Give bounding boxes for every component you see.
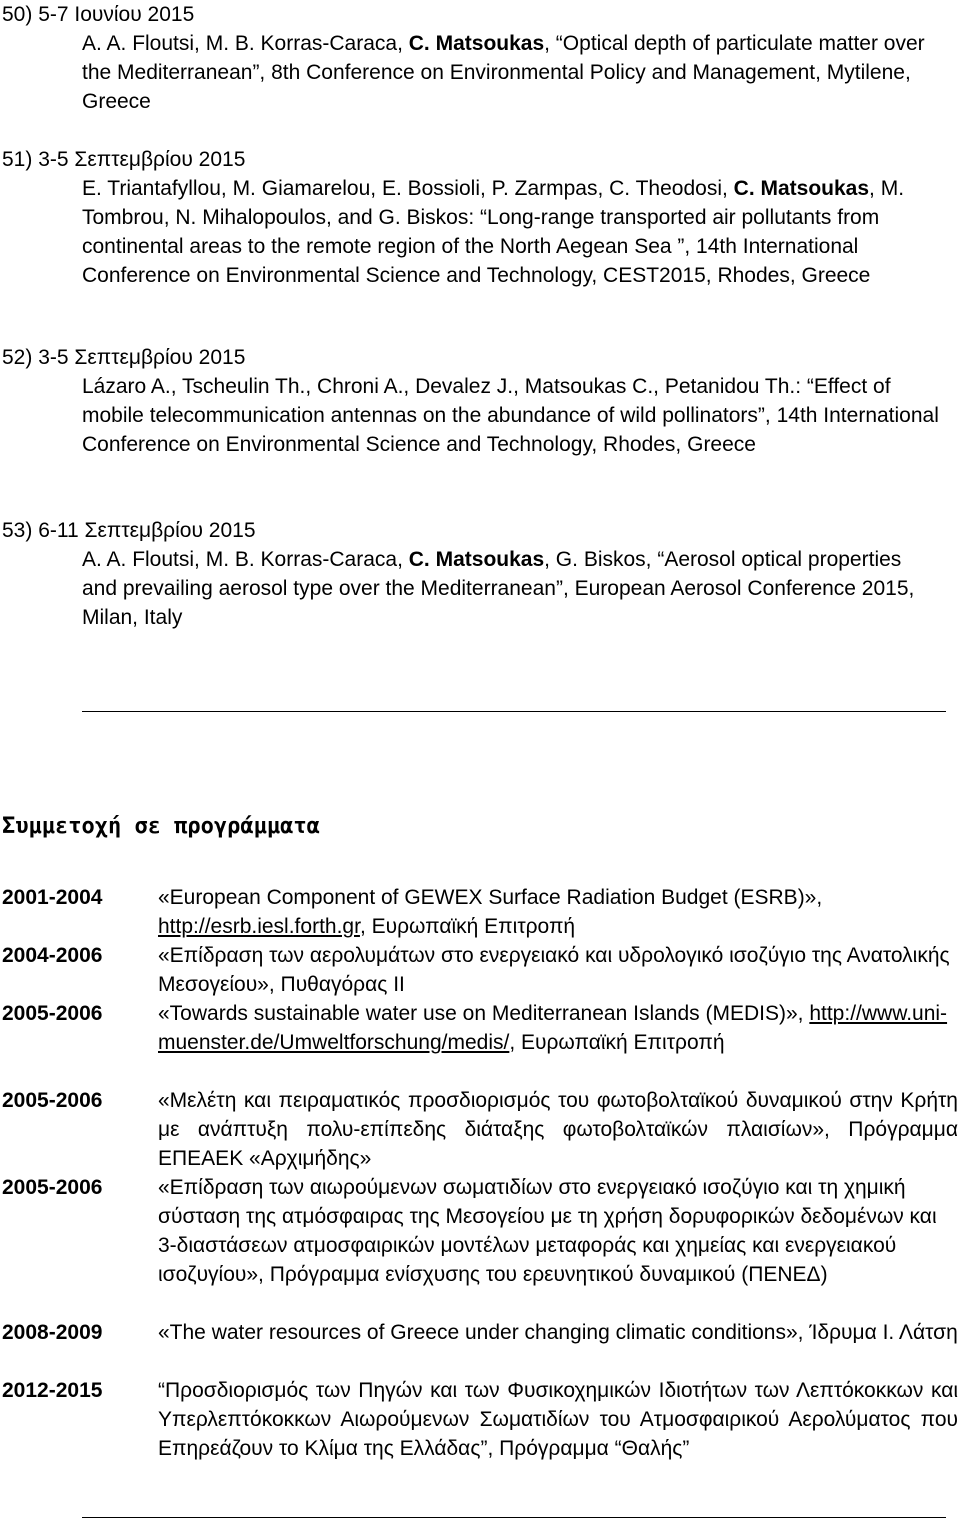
publication-citation (2, 372, 942, 459)
publication-number: 51) (2, 148, 33, 171)
publication-date: 3-5 Σεπτεμβρίου 2015 (38, 148, 246, 171)
program-link[interactable]: http://www.uni-muenster.de/Umweltforschung/medis/ (158, 1002, 948, 1054)
program-row (2, 999, 958, 1057)
program-funder: , Ευρωπαϊκή Επιτροπή (509, 1031, 725, 1054)
program-years: 2005-2006 (2, 1089, 103, 1112)
program-row (2, 1086, 958, 1173)
publication-citation (2, 29, 942, 116)
section-title: Συμμετοχή σε προγράμματα (2, 814, 320, 839)
publication-date: 6-11 Σεπτεμβρίου 2015 (38, 519, 256, 542)
citation-authors: A. A. Floutsi, M. B. Korras-Caraca, (82, 548, 409, 571)
program-description (158, 941, 958, 999)
publication-50 (2, 0, 942, 116)
citation-details: , M. Tombrou, N. Mihalopoulos, and G. Biskos: “Long-range transported air pollutants from continental areas to the remote region of the North Aegean Sea ”, 14th International Conference on Environmental Science and Technology, CEST2015, Rhodes, Greece (82, 177, 905, 287)
program-years: 2012-2015 (2, 1379, 103, 1402)
program-description (158, 1376, 958, 1463)
publication-date: 5-7 Ιουνίου 2015 (38, 3, 195, 26)
publication-heading (2, 145, 942, 174)
program-description (158, 883, 958, 941)
section-divider (82, 1517, 946, 1518)
citation-details: , G. Biskos, “Aerosol optical properties and prevailing aerosol type over the Mediterranean”, European Aerosol Conference 2015, Milan, Italy (82, 548, 915, 629)
program-title: «European Component of GEWEX Surface Radiation Budget (ESRB)», (158, 886, 823, 909)
publication-number: 53) (2, 519, 33, 542)
program-row (2, 1376, 958, 1463)
program-title: «The water resources of Greece under changing climatic conditions», Ίδρυμα Ι. Λάτση (158, 1321, 958, 1344)
program-link[interactable]: http://esrb.iesl.forth.gr (158, 915, 360, 938)
publication-citation (2, 545, 942, 632)
program-title: «Towards sustainable water use on Mediterranean Islands (MEDIS)», (158, 1002, 810, 1025)
publication-citation (2, 174, 942, 290)
publication-number: 52) (2, 346, 33, 369)
program-title: «Επίδραση των αερολυμάτων στο ενεργειακό και υδρολογικό ισοζύγιο της Ανατολικής Μεσογείου», Πυθαγόρας ΙΙ (158, 944, 950, 996)
program-row (2, 1173, 958, 1289)
publication-52 (2, 343, 942, 459)
citation-highlight-author: C. Matsoukas (733, 177, 870, 200)
program-title: “Προσδιορισμός των Πηγών και των Φυσικοχημικών Ιδιοτήτων των Λεπτόκοκκων και Υπερλεπτόκοκκων Αιωρούμενων Σωματιδίων του Ατμοσφαιρικού Αερολύματος που Επηρεάζουν το Κλίμα της Ελλάδας”, Πρόγραμμα “Θαλής” (158, 1379, 958, 1460)
program-title: «Επίδραση των αιωρούμενων σωματιδίων στο ενεργειακό ισοζύγιο και τη χημική σύσταση της ατμόσφαιρας της Μεσογείου με τη χρήση δορυφορικών δεδομένων και 3-διαστάσεων ατμοσφαιρικών μοντέλων μεταφοράς και χημείας και ενεργειακού ισοζυγίου», Πρόγραμμα ενίσχυσης του ερευνητικού δυναμικού (ΠΕΝΕΔ) (158, 1176, 937, 1286)
program-description (158, 999, 958, 1057)
program-years: 2005-2006 (2, 1002, 103, 1025)
publication-date: 3-5 Σεπτεμβρίου 2015 (38, 346, 246, 369)
publication-53 (2, 516, 942, 632)
publication-number: 50) (2, 3, 33, 26)
program-description (158, 1173, 958, 1289)
program-row (2, 883, 958, 941)
program-description (158, 1318, 958, 1347)
publication-heading (2, 516, 942, 545)
citation-highlight-author: C. Matsoukas (408, 548, 545, 571)
citation-authors: A. A. Floutsi, M. B. Korras-Caraca, (82, 32, 409, 55)
program-years: 2004-2006 (2, 944, 103, 967)
program-years: 2005-2006 (2, 1176, 103, 1199)
publication-51 (2, 145, 942, 290)
citation-highlight-author: C. Matsoukas (408, 32, 545, 55)
section-divider (82, 711, 946, 712)
program-years: 2008-2009 (2, 1321, 103, 1344)
program-row (2, 941, 958, 999)
program-funder: , Ευρωπαϊκή Επιτροπή (359, 915, 576, 938)
publication-heading (2, 343, 942, 372)
publication-heading (2, 0, 942, 29)
program-years: 2001-2004 (2, 886, 103, 909)
citation-authors: E. Triantafyllou, M. Giamarelou, E. Bossioli, P. Zarmpas, C. Theodosi, (82, 177, 734, 200)
program-row (2, 1318, 958, 1347)
program-description (158, 1086, 958, 1173)
citation-authors: Lázaro A., Tscheulin Th., Chroni A., Devalez J., Matsoukas C., Petanidou Th.: “Effect of mobile telecommunication antennas on the abundance of wild pollinators”, 14th International Conference on Environmental Science and Technology, Rhodes, Greece (82, 375, 939, 456)
citation-details: , “Optical depth of particulate matter over the Mediterranean”, 8th Conference on Environmental Policy and Management, Mytilene, Greece (82, 32, 925, 113)
program-title: «Μελέτη και πειραματικός προσδιορισμός του φωτοβολταϊκού δυναμικού στην Κρήτη με ανάπτυξη πολυ-επίπεδης διάταξης φωτοβολταϊκών πλαισίων», Πρόγραμμα ΕΠΕΑΕΚ «Αρχιμήδης» (158, 1089, 958, 1170)
